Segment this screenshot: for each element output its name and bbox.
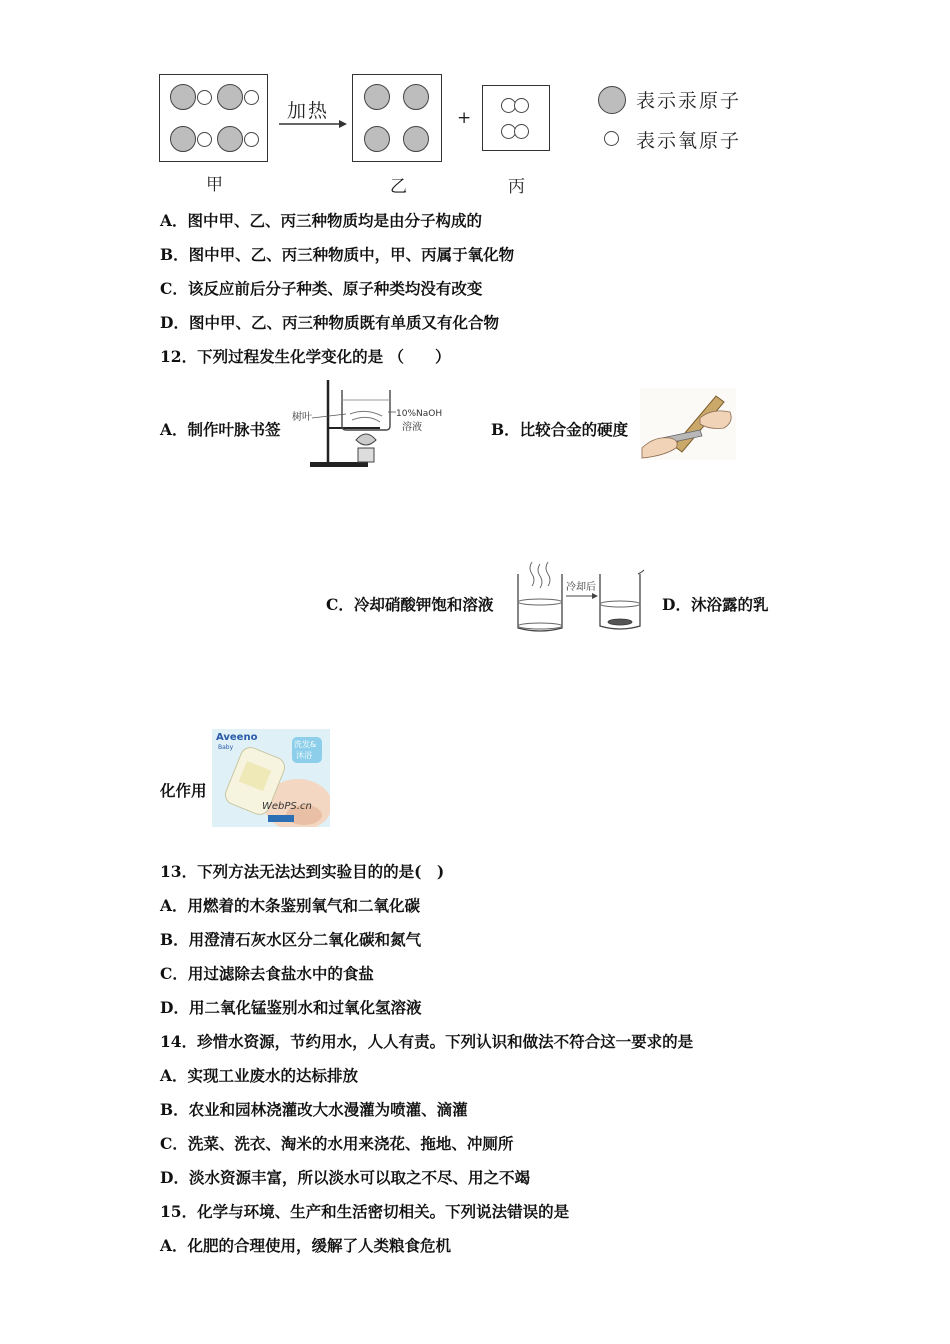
mercury-atom <box>364 84 390 110</box>
oxygen-atom <box>244 90 259 105</box>
legend-oxygen-icon <box>604 131 619 146</box>
body-wash-product-image <box>212 729 330 827</box>
box-jia <box>159 74 268 162</box>
brand-sub-text: Baby <box>218 744 234 751</box>
mercury-atom <box>170 126 196 152</box>
badge-text-2: 沐浴 <box>296 751 312 760</box>
mercury-atom <box>170 84 196 110</box>
box-bing <box>482 85 550 151</box>
q11-option-d: D．图中甲、乙、丙三种物质既有单质又有化合物 <box>160 313 499 332</box>
mercury-atom <box>217 84 243 110</box>
oxygen-atom <box>197 90 212 105</box>
q14-stem: 14．珍惜水资源，节约用水，人人有责。下列认识和做法不符合这一要求的是 <box>160 1032 694 1051</box>
q13-stem: 13．下列方法无法达到实验目的的是( ) <box>160 862 445 881</box>
brand-text: Aveeno <box>216 732 258 743</box>
watermark-text: WebPS.cn <box>262 801 312 812</box>
q14-option-d: D．淡水资源丰富，所以淡水可以取之不尽、用之不竭 <box>160 1168 530 1187</box>
mercury-atom <box>403 84 429 110</box>
q11-option-c: C．该反应前后分子种类、原子种类均没有改变 <box>160 279 483 298</box>
q12-stem: 12．下列过程发生化学变化的是 （ ） <box>160 347 451 366</box>
legend-mercury-icon <box>598 86 626 114</box>
alloy-hardness-figure <box>640 388 736 460</box>
q11-option-a: A．图中甲、乙、丙三种物质均是由分子构成的 <box>160 211 483 230</box>
plus-sign: + <box>457 108 472 128</box>
q13-option-d: D．用二氧化锰鉴别水和过氧化氢溶液 <box>160 998 422 1017</box>
q13-option-a: A．用燃着的木条鉴别氧气和二氧化碳 <box>160 896 421 915</box>
label-bing: 丙 <box>508 177 525 197</box>
heat-label: 加热 <box>287 100 330 122</box>
cooling-label: 冷却后 <box>566 582 596 593</box>
legend-oxygen-text: 表示氧原子 <box>636 130 742 152</box>
leaf-vein-apparatus-figure <box>290 378 460 470</box>
oxygen-atom <box>244 132 259 147</box>
label-jia: 甲 <box>206 175 223 195</box>
mercury-atom <box>364 126 390 152</box>
q12-option-a: A．制作叶脉书签 <box>160 420 281 439</box>
oxygen-atom <box>514 124 529 139</box>
q12-option-b: B．比较合金的硬度 <box>491 420 629 439</box>
q15-option-a: A．化肥的合理使用，缓解了人类粮食危机 <box>160 1236 452 1255</box>
q12-option-c: C．冷却硝酸钾饱和溶液 <box>326 595 494 614</box>
oxygen-atom <box>197 132 212 147</box>
q14-option-a: A．实现工业废水的达标排放 <box>160 1066 359 1085</box>
naoh-label: 10%NaOH <box>396 409 443 419</box>
q14-option-b: B．农业和园林浇灌改大水漫灌为喷灌、滴灌 <box>160 1100 468 1119</box>
q13-option-b: B．用澄清石灰水区分二氧化碳和氮气 <box>160 930 422 949</box>
q13-option-c: C．用过滤除去食盐水中的食盐 <box>160 964 374 983</box>
legend-mercury-text: 表示汞原子 <box>636 90 742 112</box>
naoh-label-2: 溶液 <box>402 422 422 433</box>
q15-stem: 15．化学与环境、生产和生活密切相关。下列说法错误的是 <box>160 1202 570 1221</box>
cooling-solution-figure <box>514 560 648 634</box>
q11-option-b: B．图中甲、乙、丙三种物质中，甲、丙属于氧化物 <box>160 245 515 264</box>
q14-option-c: C．洗菜、洗衣、淘米的水用来浇花、拖地、冲厕所 <box>160 1134 514 1153</box>
box-yi <box>352 74 442 162</box>
oxygen-atom <box>514 98 529 113</box>
mercury-atom <box>217 126 243 152</box>
q12-option-d-continued: 化作用 <box>160 781 207 800</box>
q12-option-d: D．沐浴露的乳 <box>662 595 769 614</box>
mercury-atom <box>403 126 429 152</box>
label-yi: 乙 <box>390 177 407 197</box>
badge-text-1: 洗发& <box>294 740 317 749</box>
reaction-arrow <box>277 118 347 130</box>
leaf-label: 树叶 <box>292 412 312 423</box>
